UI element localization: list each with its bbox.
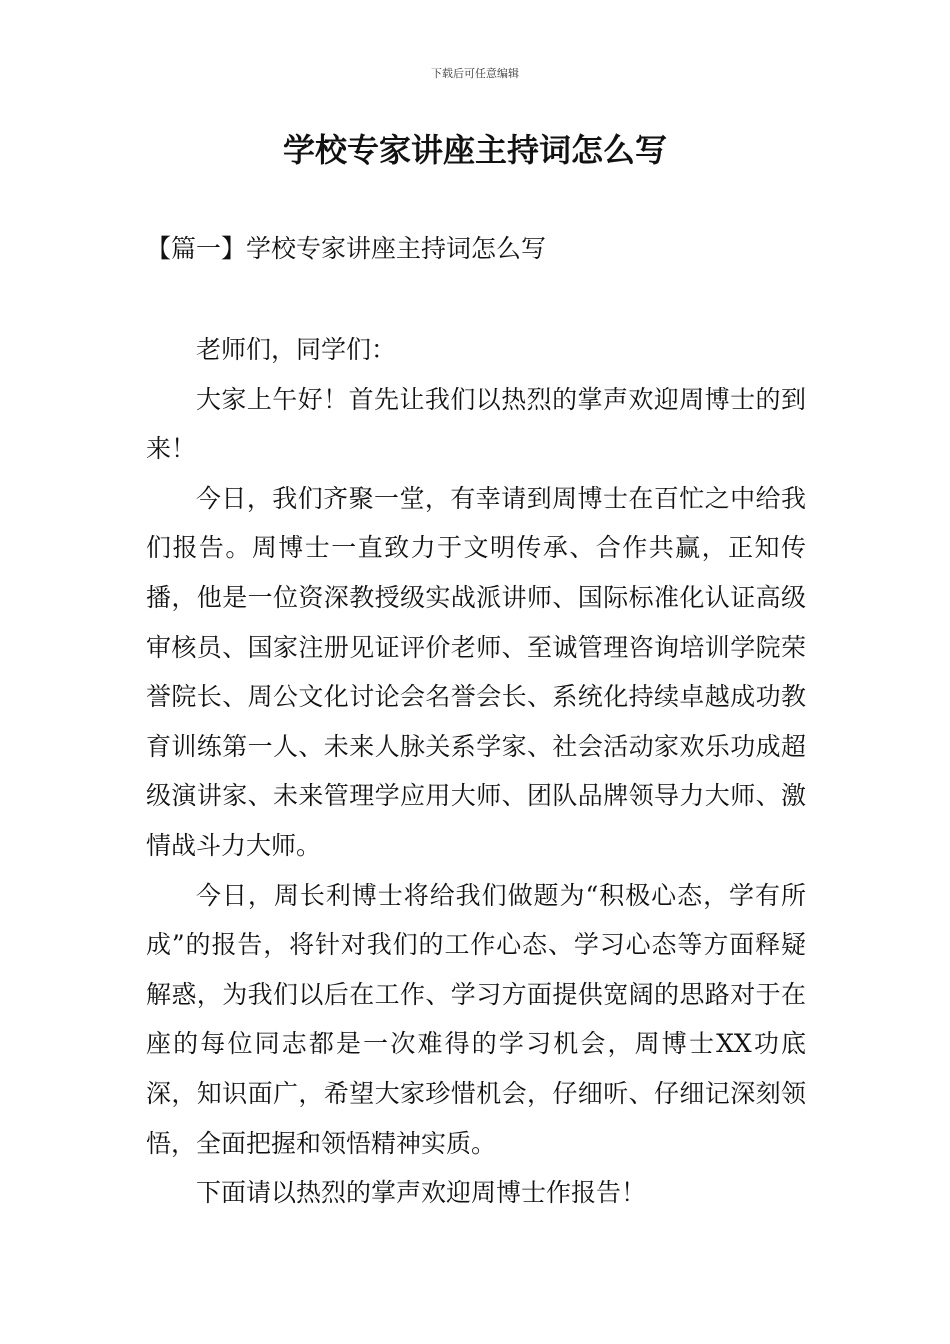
- paragraph-speaker-intro: 今日，我们齐聚一堂，有幸请到周博士在百忙之中给我们报告。周博士一直致力于文明传承、合作共赢，正知传播，他是一位资深教授级实战派讲师、国际标准化认证高级审核员、国家注册见证评价老师、至诚管理咨询培训学院荣誉院长、周公文化讨论会名誉会长、系统化持续卓越成功教育训练第一人、未来人脉关系学家、社会活动家欢乐功成超级演讲家、未来管理学应用大师、团队品牌领导力大师、激情战斗力大师。: [146, 483, 806, 860]
- paragraph-report-topic: 今日，周长利博士将给我们做题为“积极心态，学有所成”的报告，将针对我们的工作心态、学习心态等方面释疑解惑，为我们以后在工作、学习方面提供宽阔的思路对于在座的每位同志都是一次难得的学习机会，周博士XX功底深，知识面广，希望大家珍惜机会，仔细听、仔细记深刻领悟，全面把握和领悟精神实质。: [146, 880, 806, 1158]
- paragraph-closing: 下面请以热烈的掌声欢迎周博士作报告！: [196, 1178, 647, 1208]
- section-heading: 【篇一】学校专家讲座主持词怎么写: [146, 234, 547, 263]
- paragraph-welcome: 大家上午好！首先让我们以热烈的掌声欢迎周博士的到来！: [146, 384, 806, 464]
- document-body: [146, 325, 806, 1218]
- header-note: 下载后可任意编辑: [431, 67, 519, 80]
- paragraph-greeting: 老师们，同学们：: [196, 335, 397, 364]
- document-title: 学校专家讲座主持词怎么写: [282, 131, 667, 169]
